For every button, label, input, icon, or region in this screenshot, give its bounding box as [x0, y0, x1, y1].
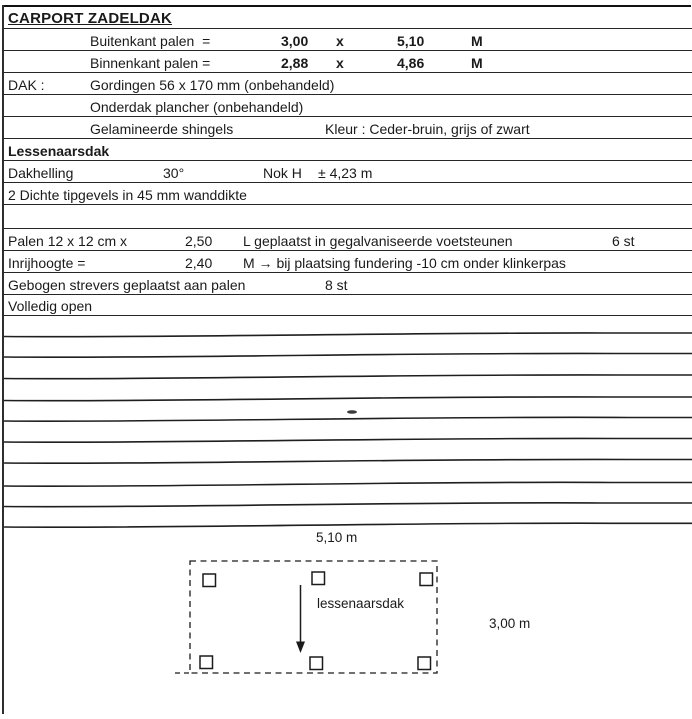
scan-line	[5, 459, 692, 463]
row-dak-shingels	[2, 116, 692, 139]
binnenkant-width-value: 2,88	[281, 55, 309, 71]
row-empty	[2, 204, 692, 229]
binnenkant-times: x	[336, 55, 344, 71]
post-square-bottom-middle	[310, 657, 323, 670]
palen-note: L geplaatst in gegalvaniseerde voetsteunen	[243, 233, 513, 249]
row-tipgevels	[2, 182, 692, 205]
inrij-note: M → bij plaatsing fundering -10 cm onder klinkerpas	[243, 255, 566, 271]
row-palen	[2, 228, 692, 251]
row-section-lessenaarsdak	[2, 138, 692, 161]
dakhelling-label: Dakhelling	[8, 165, 74, 181]
row-inrijhoogte	[2, 250, 692, 273]
scan-line	[5, 417, 692, 421]
scan-line	[5, 438, 692, 442]
row-title	[2, 6, 692, 29]
palen-value: 2,50	[185, 233, 213, 249]
row-dak-gordingen	[2, 72, 692, 95]
buitenkant-width-value: 3,00	[281, 33, 309, 49]
diagram-depth-label: 3,00 m	[489, 616, 531, 631]
scan-line	[5, 503, 692, 507]
binnenkant-label: Binnenkant palen =	[90, 55, 211, 71]
scan-line	[5, 333, 692, 337]
scan-line	[5, 375, 692, 379]
binnenkant-unit: M	[471, 55, 483, 71]
volledig-open-text: Volledig open	[8, 298, 93, 314]
buitenkant-times: x	[336, 33, 344, 49]
row-dakhelling	[2, 160, 692, 183]
inrij-label: Inrijhoogte =	[8, 255, 86, 271]
scanned-empty-rows	[5, 333, 692, 527]
binnenkant-length-value: 4,86	[397, 55, 425, 71]
dak-shingels-text: Gelamineerde shingels	[90, 121, 234, 137]
post-square-top-right	[420, 573, 433, 586]
scan-line	[5, 397, 692, 401]
row-binnenkant	[2, 50, 692, 73]
inrij-value: 2,40	[185, 255, 213, 271]
buitenkant-length-value: 5,10	[397, 33, 425, 49]
dak-onderdak-text: Onderdak plancher (onbehandeld)	[90, 99, 304, 115]
slope-arrow-head	[296, 642, 305, 654]
row-volledig-open	[2, 294, 692, 316]
tipgevels-text: 2 Dichte tipgevels in 45 mm wanddikte	[8, 187, 247, 203]
row-dak-onderdak	[2, 94, 692, 117]
dak-kleur-text: Kleur : Ceder-bruin, grijs of zwart	[325, 121, 530, 137]
document-title: CARPORT ZADELDAK	[8, 10, 173, 27]
buitenkant-label: Buitenkant palen =	[90, 33, 211, 49]
post-square-top-left	[203, 574, 216, 587]
post-square-bottom-right	[418, 657, 431, 670]
scan-line	[5, 523, 692, 527]
nok-value: ± 4,23 m	[318, 165, 373, 181]
buitenkant-unit: M	[471, 33, 483, 49]
diagram-width-label: 5,10 m	[316, 530, 358, 545]
dakhelling-value: 30°	[163, 165, 185, 181]
carport-plan-diagram	[175, 561, 437, 673]
post-square-bottom-left	[200, 656, 213, 669]
strevers-label: Gebogen strevers geplaatst aan palen	[8, 277, 246, 293]
dak-label: DAK :	[8, 77, 45, 93]
carport-outline-dashed	[190, 561, 437, 673]
palen-label: Palen 12 x 12 cm x	[8, 233, 128, 249]
scan-line	[5, 353, 692, 357]
scan-smudge-mark	[347, 410, 357, 413]
palen-count: 6 st	[612, 233, 635, 249]
diagram-roof-label: lessenaarsdak	[317, 596, 405, 611]
post-square-top-middle	[312, 572, 325, 585]
dak-gordingen-text: Gordingen 56 x 170 mm (onbehandeld)	[90, 77, 335, 93]
post-squares	[200, 572, 433, 670]
strevers-count: 8 st	[325, 277, 348, 293]
scan-line	[5, 482, 692, 486]
row-strevers	[2, 272, 692, 295]
row-buitenkant	[2, 28, 692, 51]
nok-label: Nok H	[263, 165, 302, 181]
section-title: Lessenaarsdak	[8, 143, 110, 159]
